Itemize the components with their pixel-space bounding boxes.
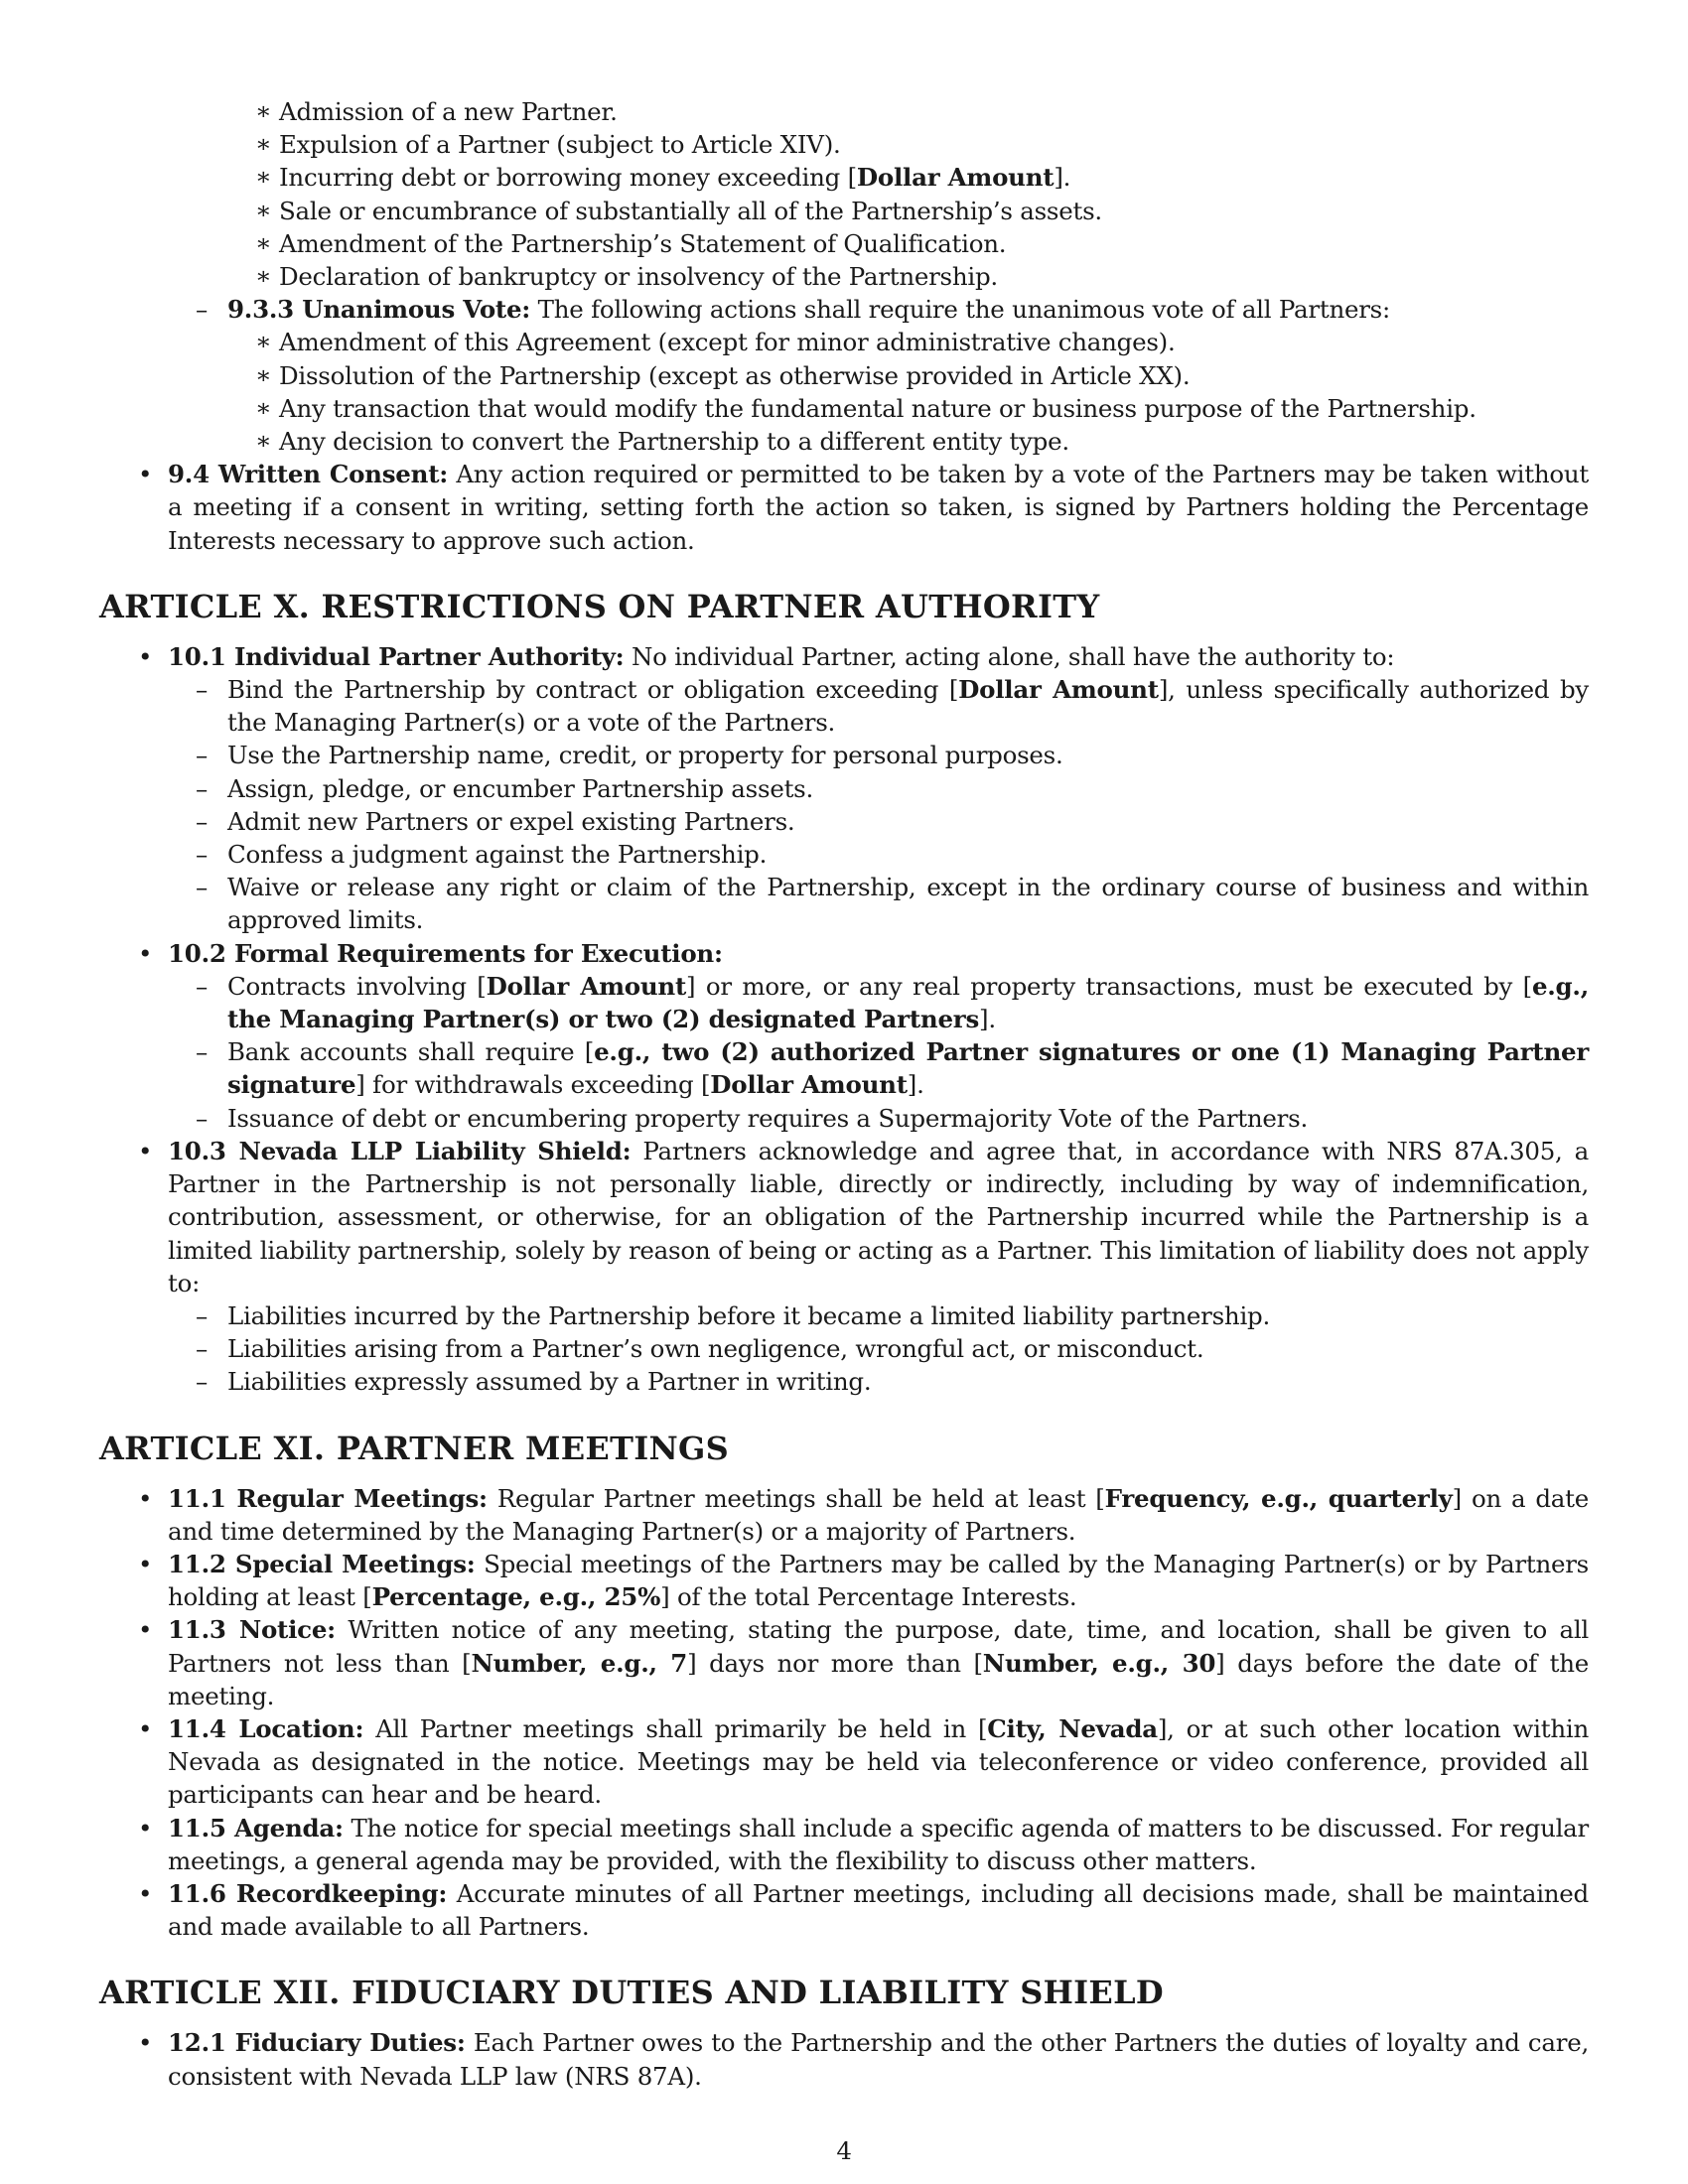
list-item: – Admit new Partners or expel existing Partners. bbox=[168, 805, 1589, 838]
section-9-3-3: – 9.3.3 Unanimous Vote: The following actions shall require the unanimous vote of all Partners: ∗ Amendment of this Agreement (except for minor administrative changes). ∗ Dissolution of the Partnership (except as otherwise provided in Article XX). ∗ Any transaction that would modify the fundamental nature or business purpose of the Partnership. ∗ Any decision to convert the Partnership to a different entity type. bbox=[168, 293, 1589, 458]
supermajority-action-list bbox=[227, 95, 1589, 293]
list-item: – Assign, pledge, or encumber Partnership assets. bbox=[168, 772, 1589, 805]
section-9-4: • 9.4 Written Consent: Any action required or permitted to be taken by a vote of the Partners may be taken without a meeting if a consent in writing, setting forth the action so taken, is signed by Partners holding the Percentage Interests necessary to approve such action. bbox=[99, 458, 1589, 557]
list-item: ∗ Sale or encumbrance of substantially all of the Partnership’s assets. bbox=[227, 195, 1589, 227]
section-11-4: • 11.4 Location: All Partner meetings shall primarily be held in [City, Nevada], or at such other location within Nevada as designated in the notice. Meetings may be held via teleconference or video conference, provided all participants can hear and be heard. bbox=[99, 1712, 1589, 1812]
article-12-list bbox=[99, 2026, 1589, 2092]
section-11-3: • 11.3 Notice: Written notice of any meeting, stating the purpose, date, time, and location, shall be given to all Partners not less than [Number, e.g., 7] days nor more than [Number, e.g., 30] days before the date of the meeting. bbox=[99, 1613, 1589, 1712]
section-9-3-list bbox=[168, 293, 1589, 458]
list-item: ∗ Amendment of this Agreement (except for minor administrative changes). bbox=[227, 326, 1589, 358]
section-9-4-list bbox=[99, 458, 1589, 557]
section-11-2: • 11.2 Special Meetings: Special meetings of the Partners may be called by the Managing Partner(s) or by Partners holding at least [Percentage, e.g., 25%] of the total Percentage Interests. bbox=[99, 1548, 1589, 1613]
article-11-heading: ARTICLE XI. PARTNER MEETINGS bbox=[99, 1429, 730, 1467]
list-item: – Liabilities incurred by the Partnership before it became a limited liability partnership. bbox=[168, 1299, 1589, 1332]
list-item: ∗ Incurring debt or borrowing money exceeding [Dollar Amount]. bbox=[227, 161, 1589, 194]
liability-exception-list bbox=[99, 1299, 1589, 1399]
section-12-1: • 12.1 Fiduciary Duties: Each Partner owes to the Partnership and the other Partners the duties of loyalty and care, consistent with Nevada LLP law (NRS 87A). bbox=[99, 2026, 1589, 2092]
section-11-1: • 11.1 Regular Meetings: Regular Partner meetings shall be held at least [Frequency, e.g., quarterly] on a date and time determined by the Managing Partner(s) or a majority of Partners. bbox=[99, 1482, 1589, 1548]
list-item: ∗ Admission of a new Partner. bbox=[227, 95, 1589, 128]
section-10-1: • 10.1 Individual Partner Authority: No individual Partner, acting alone, shall have the authority to: – Bind the Partnership by contract or obligation exceeding [Dollar Amount], unless specifically authorized by the Managing Partner(s) or a vote of the Partners. – Use the Partnership name, credit, or property for personal purposes. – Assign, pledge, or encumber Partnership assets. – Admit new Partners or expel existing Partners. – Confess a judgment against the Partnership. – Waive or release any right or claim of the Partnership, except in the ordinary course of business and within approved limits. bbox=[99, 640, 1589, 937]
list-item: ∗ Any transaction that would modify the fundamental nature or business purpose of the Partnership. bbox=[227, 392, 1589, 425]
list-item: ∗ Declaration of bankruptcy or insolvency of the Partnership. bbox=[227, 260, 1589, 293]
list-item: – Liabilities arising from a Partner’s own negligence, wrongful act, or misconduct. bbox=[168, 1332, 1589, 1365]
section-10-3: • 10.3 Nevada LLP Liability Shield: Partners acknowledge and agree that, in accordance with NRS 87A.305, a Partner in the Partnership is not personally liable, directly or indirectly, including by way of indemnification, contribution, assessment, or otherwise, for an obligation of the Partnership incurred while the Partnership is a limited liability partnership, solely by reason of being or acting as a Partner. This limitation of liability does not apply to: – Liabilities incurred by the Partnership before it became a limited liability partnership. – Liabilities arising from a Partner’s own negligence, wrongful act, or misconduct. – Liabilities expressly assumed by a Partner in writing. bbox=[99, 1135, 1589, 1399]
execution-requirement-list bbox=[99, 970, 1589, 1135]
list-item: – Waive or release any right or claim of the Partnership, except in the ordinary course of business and within approved limits. bbox=[168, 871, 1589, 936]
list-item: ∗ Any decision to convert the Partnership to a different entity type. bbox=[227, 425, 1589, 458]
list-item: – Contracts involving [Dollar Amount] or more, or any real property transactions, must be executed by [e.g., the Managing Partner(s) or two (2) designated Partners]. bbox=[168, 970, 1589, 1035]
list-item: ∗ Expulsion of a Partner (subject to Article XIV). bbox=[227, 128, 1589, 161]
section-11-5: • 11.5 Agenda: The notice for special meetings shall include a specific agenda of matters to be discussed. For regular meetings, a general agenda may be provided, with the flexibility to discuss other matters. bbox=[99, 1812, 1589, 1877]
page-number: 4 bbox=[836, 2136, 852, 2165]
list-item: – Bind the Partnership by contract or obligation exceeding [Dollar Amount], unless specifically authorized by the Managing Partner(s) or a vote of the Partners. bbox=[168, 673, 1589, 739]
article-10-list bbox=[99, 640, 1589, 1399]
list-item: – Bank accounts shall require [e.g., two (2) authorized Partner signatures or one (1) Managing Partner signature] for withdrawals exceeding [Dollar Amount]. bbox=[168, 1035, 1589, 1101]
list-item: – Issuance of debt or encumbering property requires a Supermajority Vote of the Partners. bbox=[168, 1102, 1589, 1135]
article-11-list bbox=[99, 1482, 1589, 1944]
list-item: – Use the Partnership name, credit, or property for personal purposes. bbox=[168, 739, 1589, 771]
authority-restriction-list bbox=[99, 673, 1589, 937]
list-item: ∗ Amendment of the Partnership’s Statement of Qualification. bbox=[227, 227, 1589, 260]
section-11-6: • 11.6 Recordkeeping: Accurate minutes of all Partner meetings, including all decisions made, shall be maintained and made available to all Partners. bbox=[99, 1877, 1589, 1943]
list-item: ∗ Dissolution of the Partnership (except as otherwise provided in Article XX). bbox=[227, 359, 1589, 392]
article-12-heading: ARTICLE XII. FIDUCIARY DUTIES AND LIABILITY SHIELD bbox=[99, 1974, 1164, 2012]
list-item: – Liabilities expressly assumed by a Partner in writing. bbox=[168, 1365, 1589, 1398]
list-item: – Confess a judgment against the Partnership. bbox=[168, 838, 1589, 871]
article-10-heading: ARTICLE X. RESTRICTIONS ON PARTNER AUTHORITY bbox=[99, 587, 1100, 625]
section-10-2: • 10.2 Formal Requirements for Execution: – Contracts involving [Dollar Amount] or more, or any real property transactions, must be executed by [e.g., the Managing Partner(s) or two (2) designated Partners]. – Bank accounts shall require [e.g., two (2) authorized Partner signatures or one (1) Managing Partner signature] for withdrawals exceeding [Dollar Amount]. – Issuance of debt or encumbering property requires a Supermajority Vote of the Partners. bbox=[99, 937, 1589, 1135]
unanimous-action-list bbox=[227, 326, 1589, 458]
